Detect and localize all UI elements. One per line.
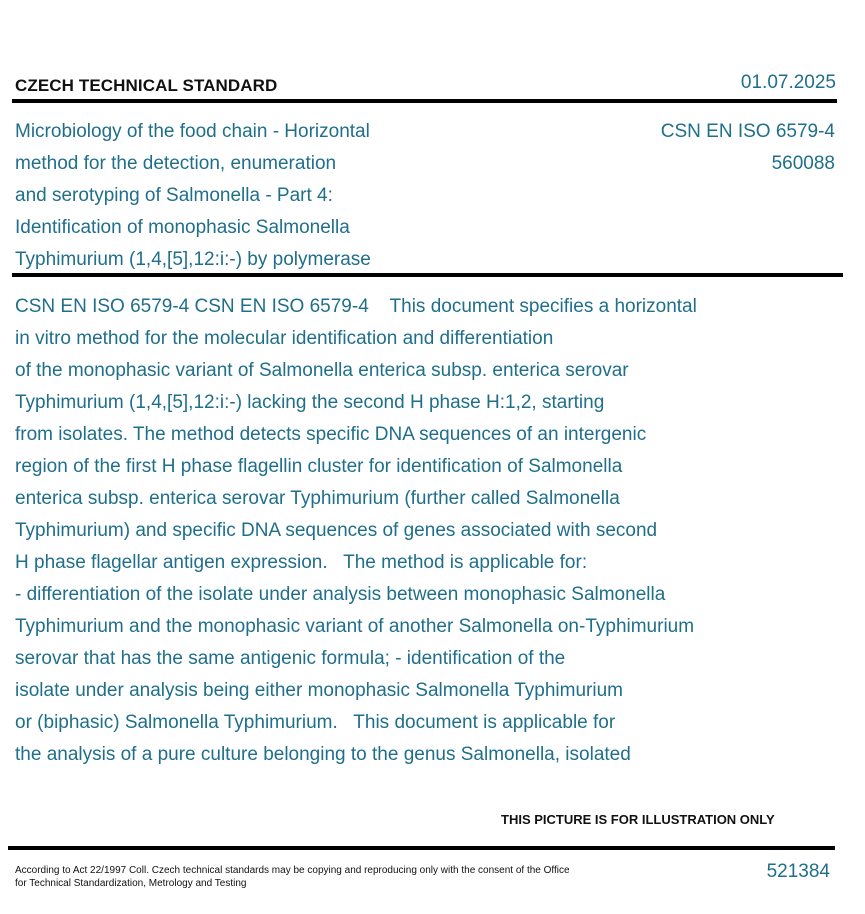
abstract-line: in vitro method for the molecular identification and differentiation [15,328,554,349]
abstract-line: region of the first H phase flagellin cluster for identification of Salmonella [15,456,623,477]
footer-legal-notice [15,864,615,890]
document-title-line: Identification of monophasic Salmonella [15,217,350,238]
document-title-line: Microbiology of the food chain - Horizontal [15,121,370,142]
abstract-line: or (biphasic) Salmonella Typhimurium. This document is applicable for [15,712,616,733]
middle-rule [12,273,843,277]
footer-legal-line: According to Act 22/1997 Coll. Czech technical standards may be copying and reproducing only with the consent of the Office [15,865,570,876]
document-title-line: method for the detection, enumeration [15,153,337,174]
abstract-line: - differentiation of the isolate under analysis between monophasic Salmonella [15,584,666,605]
abstract-line: Typhimurium (1,4,[5],12:i:-) lacking the second H phase H:1,2, starting [15,392,605,413]
footer-legal-line: for Technical Standardization, Metrology and Testing [15,878,247,889]
document-code-block [661,116,835,180]
document-title-line: and serotyping of Salmonella - Part 4: [15,185,333,206]
abstract-line: H phase flagellar antigen expression. The method is applicable for: [15,552,588,573]
header-title: CZECH TECHNICAL STANDARD [15,76,278,95]
abstract-text [15,291,815,771]
catalog-number: 560088 [771,153,835,174]
abstract-line: serovar that has the same antigenic formula; - identification of the [15,648,566,669]
abstract-line: Typhimurium and the monophasic variant of another Salmonella on-Typhimurium [15,616,695,637]
abstract-line: enterica subsp. enterica serovar Typhimurium (further called Salmonella [15,488,620,509]
header-date: 01.07.2025 [740,72,836,93]
bottom-rule [8,846,835,850]
footer-number: 521384 [766,861,830,882]
abstract-line: isolate under analysis being either monophasic Salmonella Typhimurium [15,680,623,701]
abstract-line: the analysis of a pure culture belonging to the genus Salmonella, isolated [15,744,631,765]
abstract-line: of the monophasic variant of Salmonella enterica subsp. enterica serovar [15,360,629,381]
standard-code: CSN EN ISO 6579-4 [660,121,835,142]
illustration-note: THIS PICTURE IS FOR ILLUSTRATION ONLY [501,812,775,827]
abstract-line: from isolates. The method detects specific DNA sequences of an intergenic [15,424,647,445]
document-title-line: Typhimurium (1,4,[5],12:i:-) by polymerase [15,249,371,270]
abstract-line: Typhimurium) and specific DNA sequences of genes associated with second [15,520,658,541]
abstract-line: CSN EN ISO 6579-4 CSN EN ISO 6579-4 This document specifies a horizontal [15,296,697,317]
document-title [15,116,455,276]
top-rule [12,99,837,103]
